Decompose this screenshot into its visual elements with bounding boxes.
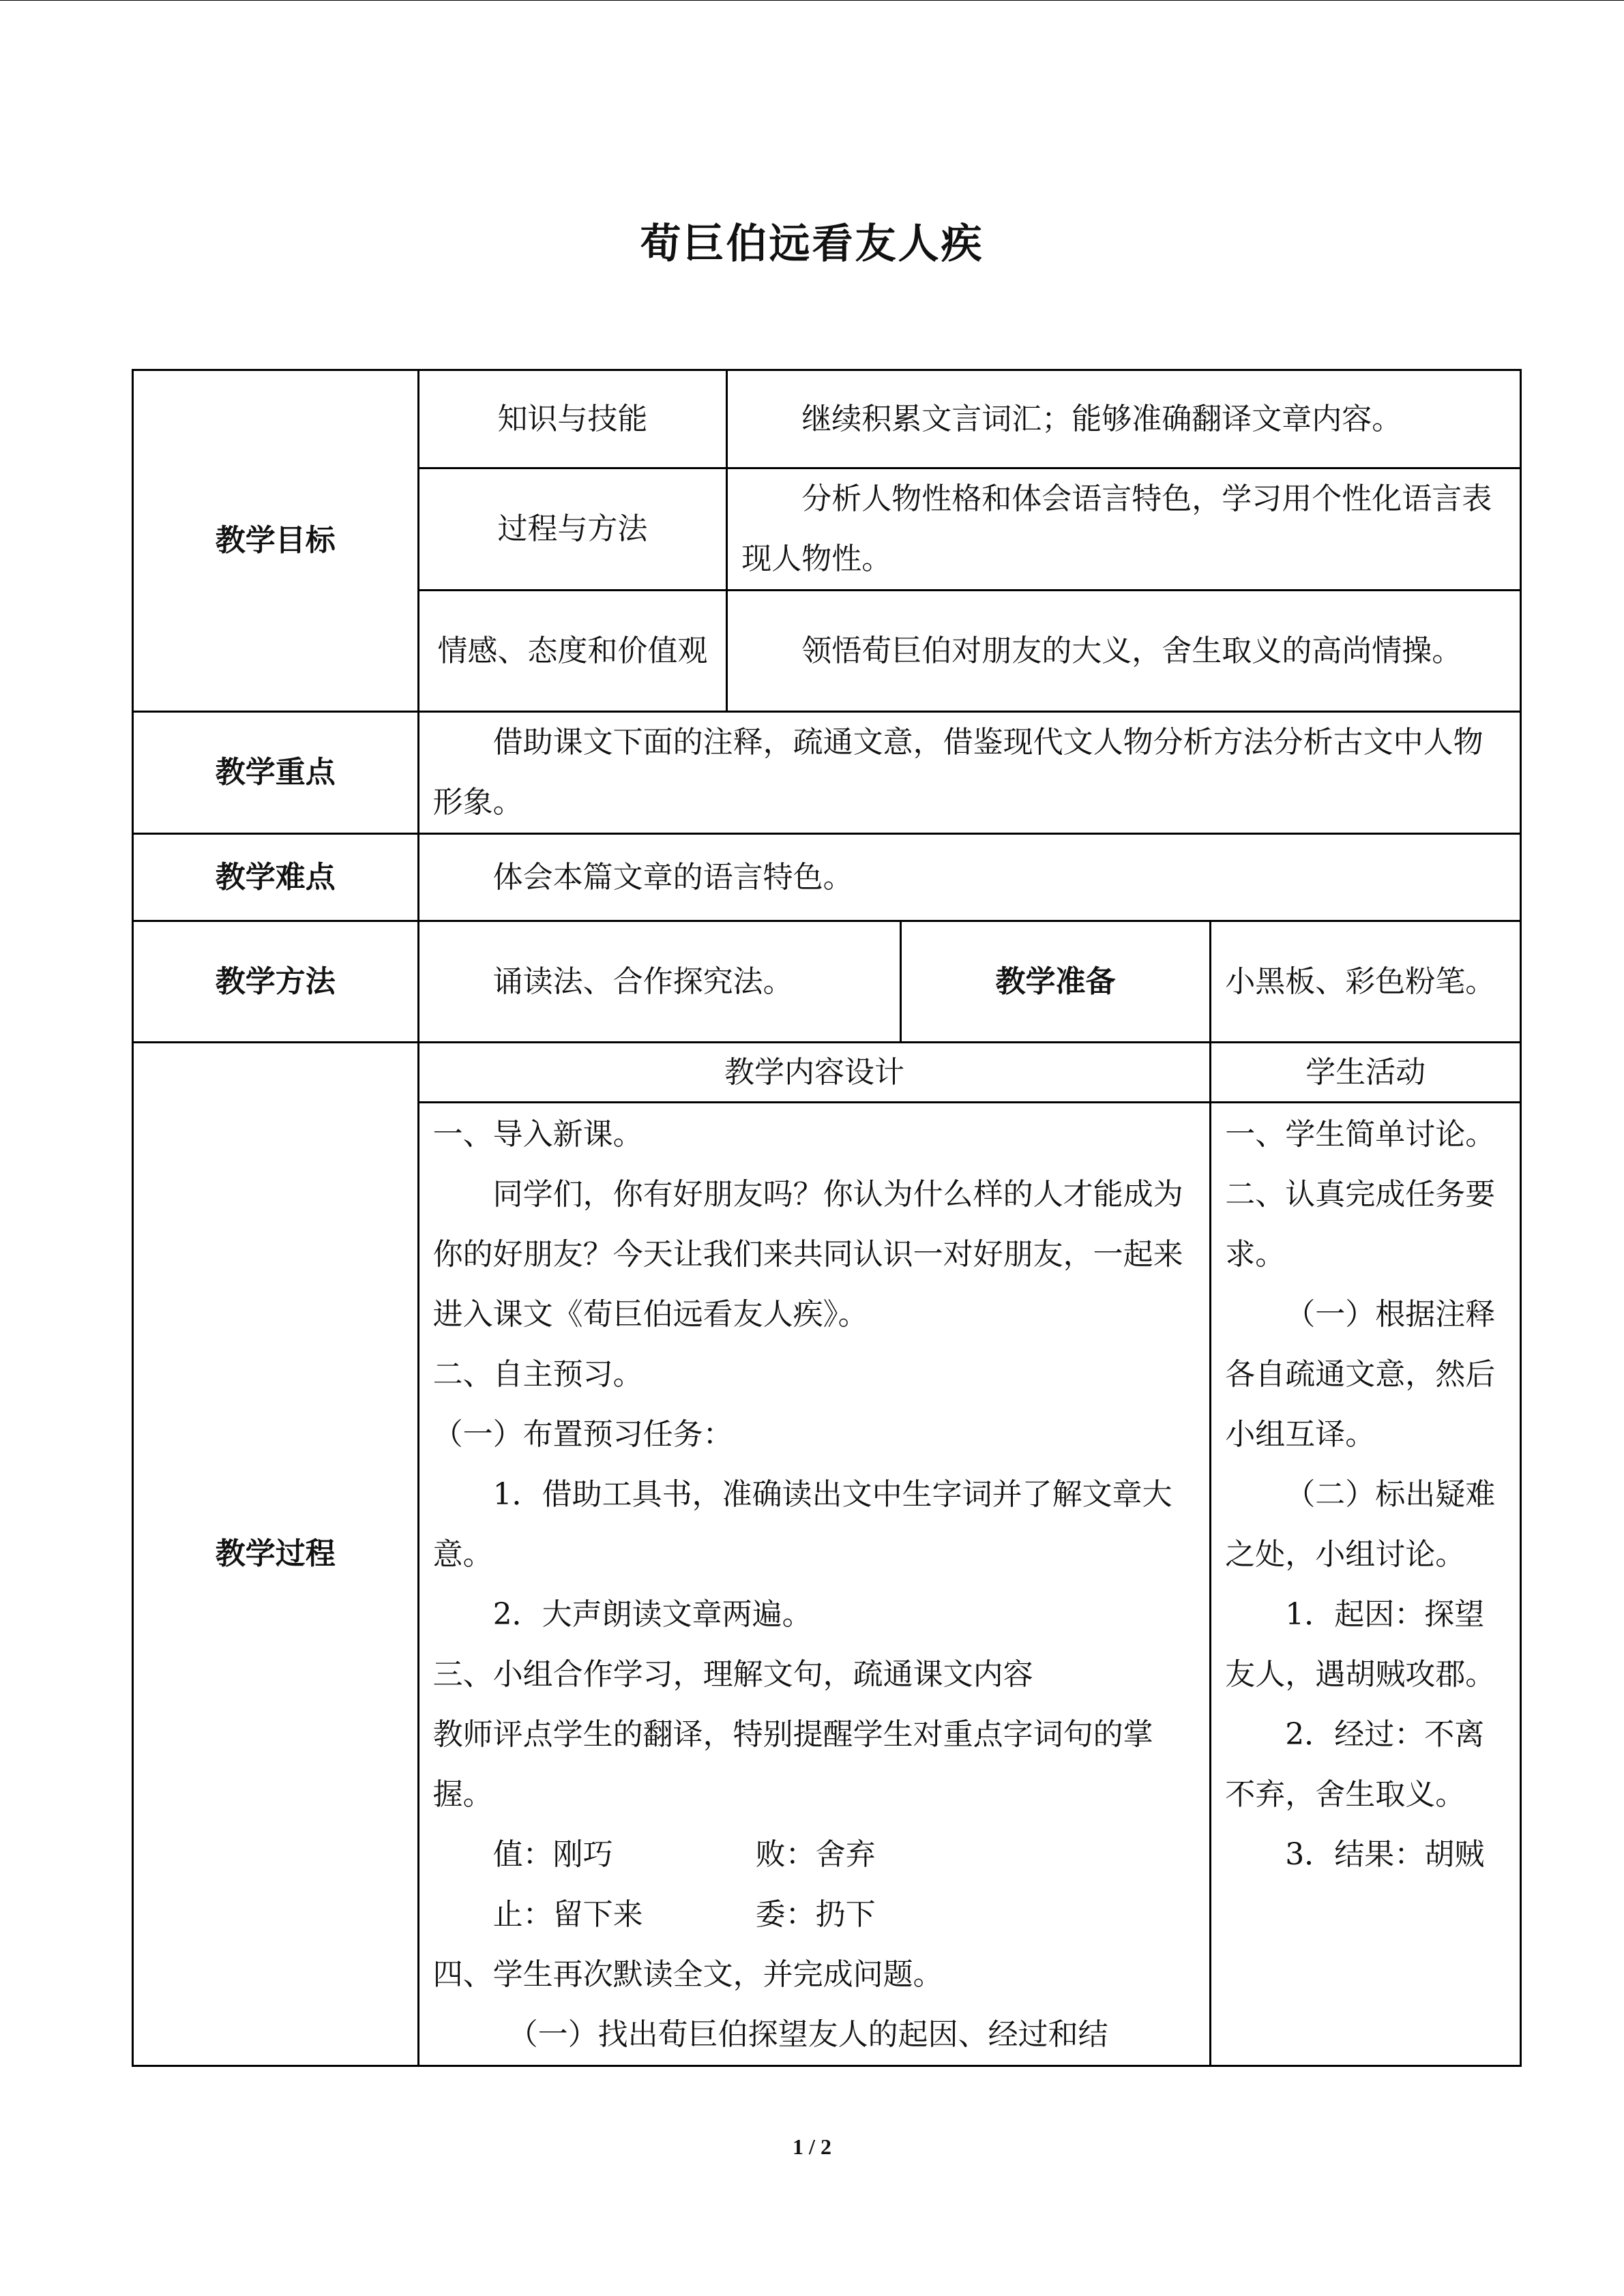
activity-column-header: 学生活动 [1211,1043,1521,1103]
design-line: 2．大声朗读文章两遍。 [492,1597,812,1632]
objective-content: 领悟荀巨伯对朋友的大义，舍生取义的高尚情操。 [727,591,1521,712]
vocab-item: 值：刚巧 [492,1837,613,1872]
activity-line: 2．经过：不离不弃，舍生取义。 [1225,1717,1485,1812]
objective-name: 知识与技能 [418,370,727,468]
design-line: 教师评点学生的翻译，特别提醒学生对重点字词句的掌握。 [432,1717,1153,1812]
objective-row-knowledge [133,370,1521,468]
activity-line: 二、认真完成任务要求。 [1225,1177,1496,1272]
design-line: 一、导入新课。 [432,1117,643,1152]
design-column-header: 教学内容设计 [418,1043,1211,1103]
activity-line: 3．结果：胡贼 [1285,1837,1485,1872]
objective-name: 情感、态度和价值观 [418,591,727,712]
preparation-content: 小黑板、彩色粉笔。 [1211,921,1521,1043]
methods-label: 教学方法 [133,921,419,1043]
methods-row [133,921,1521,1043]
activity-line: 一、学生简单讨论。 [1225,1117,1496,1152]
vocab-item: 委：扔下 [755,1897,876,1932]
vocab-pair [433,1885,1196,1945]
preparation-label: 教学准备 [900,921,1211,1043]
methods-content: 诵读法、合作探究法。 [418,921,900,1043]
difficulties-content: 体会本篇文章的语言特色。 [418,834,1520,921]
page-top-border [0,0,1624,1]
design-line: 二、自主预习。 [432,1357,643,1392]
design-line: （一）布置预习任务： [432,1417,733,1452]
difficulties-row [133,834,1521,921]
activity-line: 1．起因：探望友人，遇胡贼攻郡。 [1225,1597,1496,1692]
document-title: 荀巨伯远看友人疾 [640,220,984,268]
objective-content: 分析人物性格和体会语言特色，学习用个性化语言表现人物性。 [727,468,1521,591]
page-number: 1 / 2 [793,2134,831,2159]
design-content [418,1103,1211,2066]
process-header-row [133,1043,1521,1103]
design-line: 四、学生再次默读全文，并完成问题。 [432,1957,943,1992]
process-label: 教学过程 [133,1043,419,2066]
objective-name: 过程与方法 [418,468,727,591]
design-line: 三、小组合作学习，理解文句，疏通课文内容 [432,1657,1033,1692]
activity-content [1211,1103,1521,2066]
key-points-row [133,712,1521,834]
vocab-item: 止：留下来 [492,1897,643,1932]
activity-line: （二）标出疑难之处，小组讨论。 [1225,1477,1496,1572]
design-line: 同学们，你有好朋友吗？你认为什么样的人才能成为你的好朋友？今天让我们来共同认识一对好朋友，一起来进入课文《荀巨伯远看友人疾》。 [432,1177,1183,1332]
vocab-item: 败：舍弃 [755,1837,876,1872]
key-points-content: 借助课文下面的注释，疏通文意，借鉴现代文人物分析方法分析古文中人物形象。 [418,712,1520,834]
key-points-label: 教学重点 [133,712,419,834]
design-line: 1．借助工具书，准确读出文中生字词并了解文章大意。 [432,1477,1172,1572]
lesson-plan-table [132,369,1522,2067]
objective-content: 继续积累文言词汇；能够准确翻译文章内容。 [727,370,1521,468]
objectives-label: 教学目标 [133,370,419,712]
difficulties-label: 教学难点 [133,834,419,921]
design-line: （一）找出荀巨伯探望友人的起因、经过和结 [507,2017,1108,2052]
activity-line: （一）根据注释各自疏通文意，然后小组互译。 [1225,1297,1496,1452]
vocab-pair [433,1825,1196,1885]
